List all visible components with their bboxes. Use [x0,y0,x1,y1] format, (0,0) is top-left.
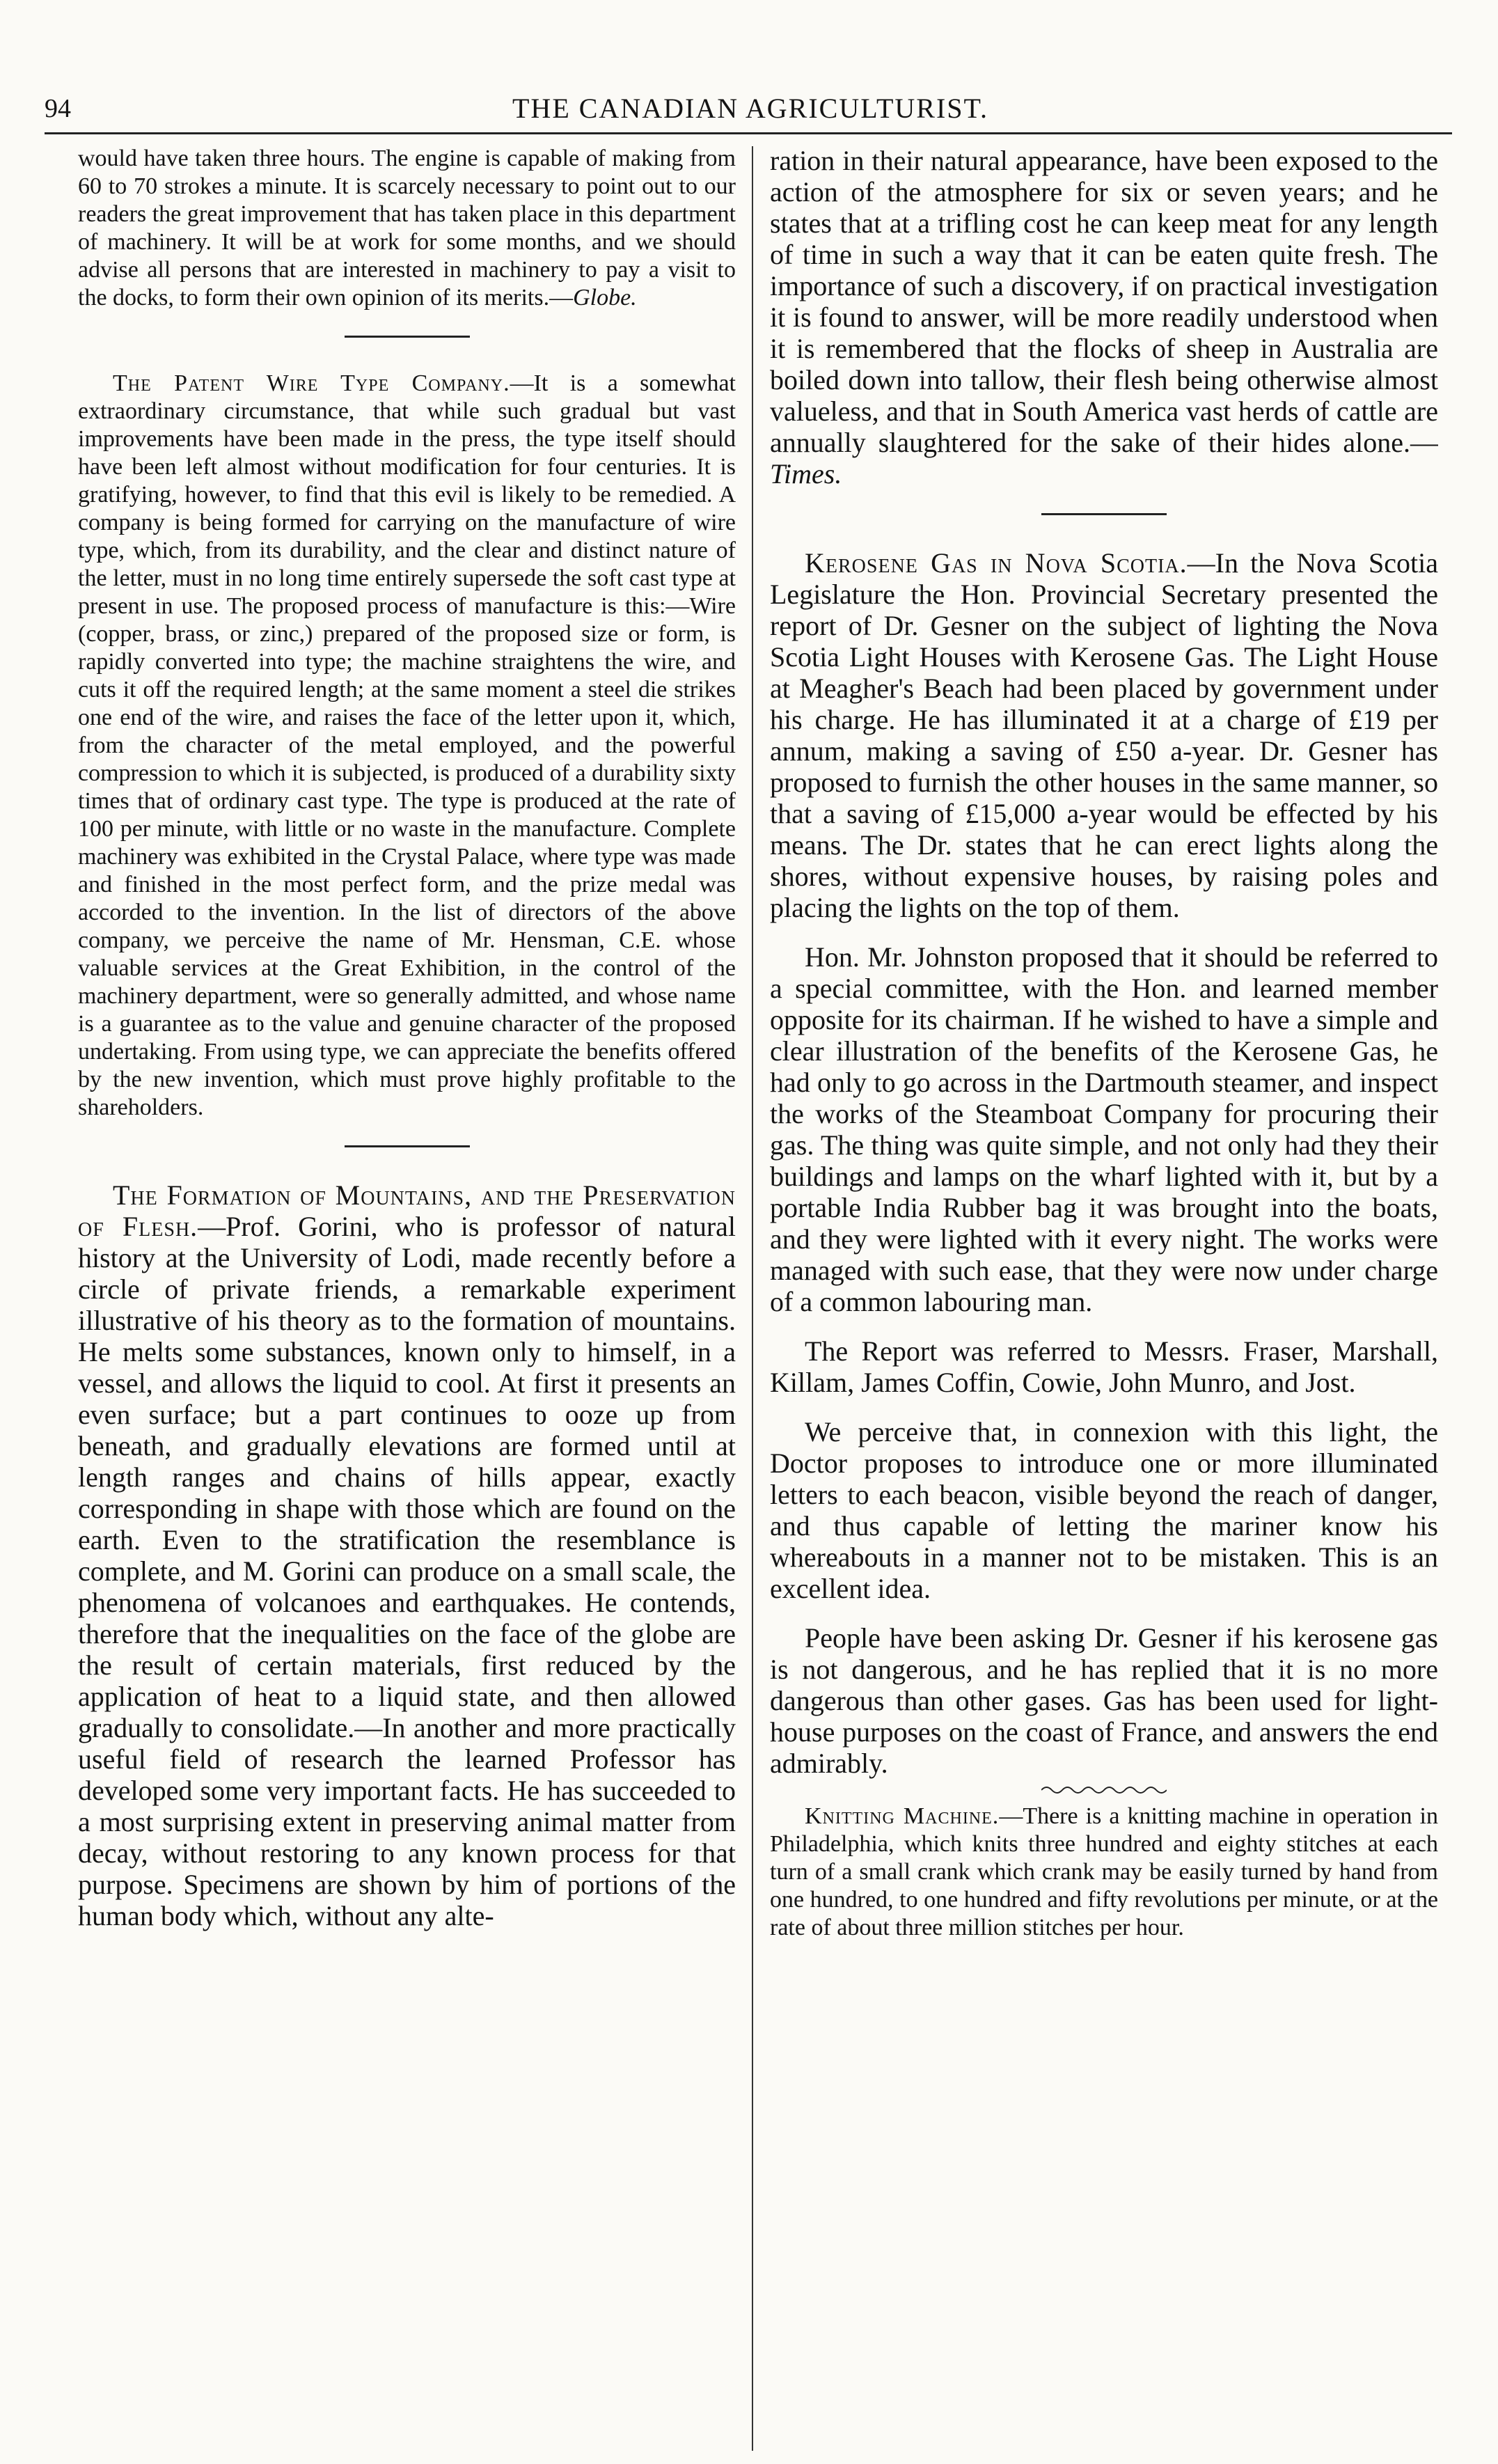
preservation-continuation [770,145,1438,489]
kerosene-paragraph: We perceive that, in connexion with this light, the Doctor proposes to introduce one or more illuminated letters to each beacon, visible beyond the reach of danger, and thus capable of letting the mariner know his whereabouts in a manner not to be mistaken. This is an excellent idea. [770,1416,1438,1604]
wire-type-heading: The Patent Wire Type Company. [113,370,510,396]
left-column [78,145,736,2453]
engine-paragraph: would have taken three hours. The engine is capable of making from 60 to 70 strokes a minute. It is scarcely necessary to point out to our readers the great improvement that has taken place in this department of machinery. It will be at work for some months, and we should advise all persons that are interested in machinery to pay a visit to the docks, to form their own opinion of its merits.— [78,146,736,311]
continuation-source: Times. [770,458,842,489]
kerosene-article [770,547,1438,923]
right-column [770,145,1438,2453]
kerosene-paragraph: Hon. Mr. Johnston proposed that it should be referred to a special committee, with the Hon. and learned member opposite for its chairman. If he wished to have a simple and clear illustration of the benefits of the Kerosene Gas, he had only to go across in the Dartmouth steamer, and inspect the works of the Steamboat Company for procuring their gas. The thing was quite simple, and not only had they their buildings and lamps on the wharf lighted with it, but by a portable India Rubber bag it was brought into the boats, and they were lighted with it every night. The works were managed with such ease, that they were now under charge of a common labouring man. [770,941,1438,1317]
mountains-text: —Prof. Gorini, who is professor of natural history at the University of Lodi, made recently before a circle of private friends, a remarkable experiment illustrative of his theory as to the formation of mountains. He melts some substances, known only to himself, in a vessel, and allows the liquid to cool. At first it presents an even surface; but a part continues to ooze up from beneath, and gradually elevations are formed until at length ranges and chains of hills appear, exactly corresponding in shape with those which are found on the earth. Even to the stratification the resemblance is complete, and M. Gorini can produce on a small scale, the phenomena of volcanoes and earthquakes. He contends, therefore that the inequalities on the face of the globe are the result of certain materials, first reduced by the application of heat to a liquid state, and then allowed gradually to consolidate.—In another and more practically useful field of research the learned Professor has developed some very important facts. He has succeeded to a most surprising extent in preserving animal matter from decay, without restoring to any known process for that purpose. Specimens are shown by him of portions of the human body which, without any alte- [78,1211,736,1931]
wire-type-text: —It is a somewhat extraordinary circumstance, that while such gradual but vast improvements have been made in the press, the type itself should have been left almost without modification for four centuries. It is gratifying, however, to find that this evil is likely to be remedied. A company is being formed for carrying on the manufacture of wire type, which, from its durability, and the clear and distinct nature of the letter, must in no long time entirely supersede the soft cast type at present in use. The proposed process of manufacture is this:—Wire (copper, brass, or zinc,) prepared of the proposed size or form, is rapidly converted into type; the machine straightens the wire, and cuts it off the required length; at the same moment a steel die strikes one end of the wire, and raises the face of the letter upon it, which, from the character of the metal employed, and the powerful compression to which it is subjected, is produced of a durability sixty times that of ordinary cast type. The type is produced at the rate of 100 per minute, with little or no waste in the manufacture. Complete machinery was exhibited in the Crystal Palace, where type was made and finished in the most perfect form, and the prize medal was accorded to the invention. In the list of directors of the above company, we perceive the name of Mr. Hensman, C.E. whose valuable services at the Great Exhibition, in the control of the machinery department, were so generally admitted, and whose name is a guarantee as to the value and genuine character of the proposed undertaking. From using type, we can appreciate the benefits offered by the new invention, which must prove highly profitable to the shareholders. [78,370,736,1120]
section-divider [1041,513,1167,515]
kerosene-heading: Kerosene Gas in Nova Scotia. [805,547,1188,579]
continuation-text: ration in their natural appearance, have been exposed to the action of the atmosphere for six or seven years; and he states that at a trifling cost he can keep meat for any length of time in such a way that it can be eaten quite fresh. The importance of such a discovery, if on practical investigation it is found to answer, will be more readily understood when it is remembered that the flocks of sheep in Australia are boiled down into tallow, their flesh being otherwise almost valueless, and that in South America vast herds of cattle are annually slaughtered for the sake of their hides alone.— [770,145,1438,458]
knitting-article [770,1803,1438,1942]
mountains-heading: The Formation of Mountains, and the Preservation of Flesh. [78,1179,736,1242]
knitting-heading: Knitting Machine. [805,1803,1000,1829]
wire-type-article [78,370,736,1122]
kerosene-paragraph: The Report was referred to Messrs. Fraser, Marshall, Killam, James Coffin, Cowie, John Munro, and Jost. [770,1335,1438,1398]
engine-source: Globe. [573,285,637,311]
page-header [45,85,1456,134]
kerosene-paragraph: —In the Nova Scotia Legislature the Hon. Provincial Secretary presented the report of Dr. Gesner on the subject of lighting the Nova Scotia Light Houses with Kerosene Gas. The Light House at Meagher's Beach had been placed by government under his charge. He has illuminated it at a charge of £19 per annum, making a saving of £50 a-year. Dr. Gesner has proposed to furnish the other houses in the same manner, so that a saving of £15,000 a-year would be effected by his means. The Dr. states that he can erect lights along the shores, without expensive houses, by raising poles and placing the lights on the top of them. [770,547,1438,923]
engine-article [78,145,736,312]
section-divider [345,336,470,338]
mountains-article [78,1179,736,1931]
knitting-text: —There is a knitting machine in operation in Philadelphia, which knits three hundred and eighty stitches at each turn of a small crank which crank may be easily turned by hand from one hundred, to one hundred and fifty revolutions per minute, or at the rate of about three million stitches per hour. [770,1803,1438,1940]
section-divider [345,1145,470,1147]
kerosene-paragraph: People have been asking Dr. Gesner if his kerosene gas is not dangerous, and he has replied that it is no more dangerous than other gases. Gas has been used for light-house purposes on the coast of France, and answers the end admirably. [770,1622,1438,1779]
page-number: 94 [45,94,71,123]
header-rule [45,132,1452,134]
wave-divider [1041,1784,1167,1796]
column-rule [752,146,753,2451]
running-title: THE CANADIAN AGRICULTURIST. [512,93,988,124]
